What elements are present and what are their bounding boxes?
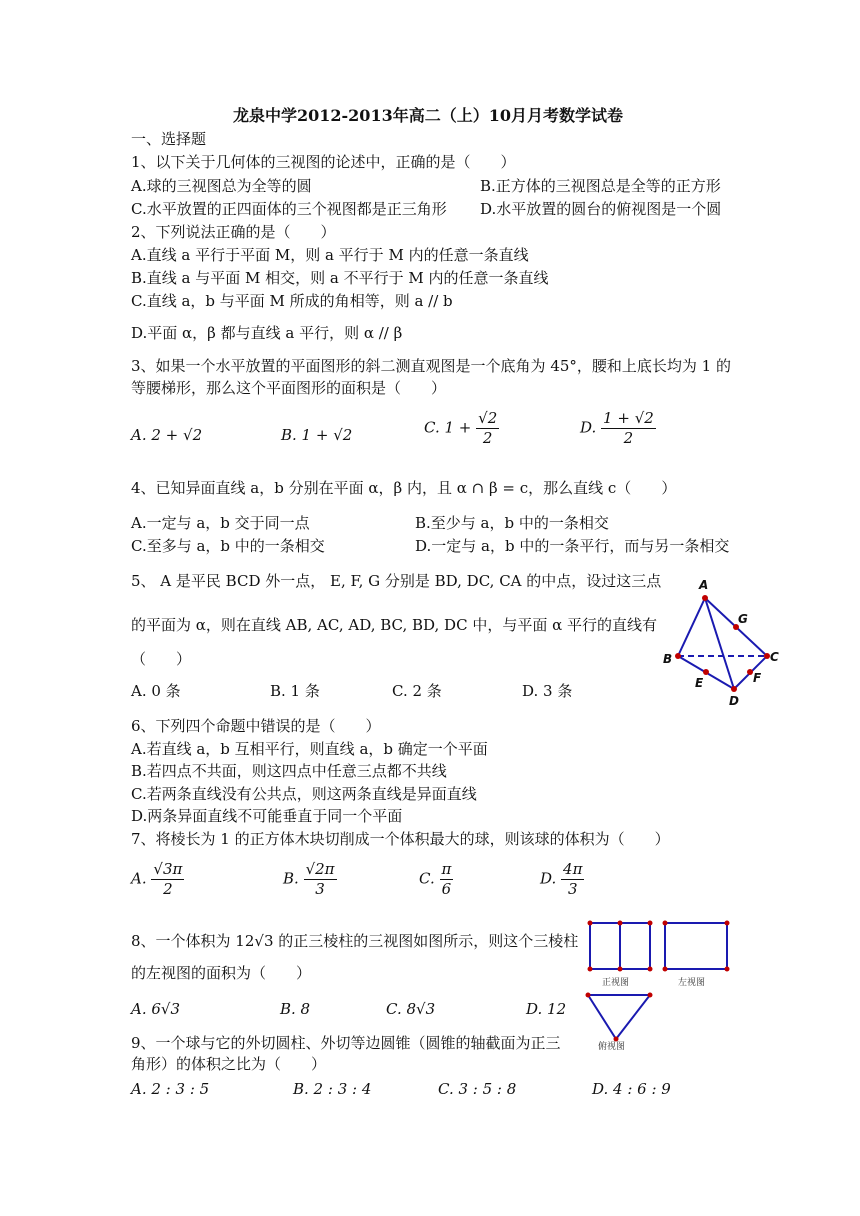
q2-option-c: C.直线 a，b 与平面 M 所成的角相等，则 a // b [131,292,453,310]
q7-option-b-prefix: B. [283,869,299,888]
q7-option-c [419,860,453,899]
q3-option-c-denominator: 2 [482,428,493,447]
left-view-rect [665,923,727,969]
q9-stem-line1: 9、一个球与它的外切圆柱、外切等边圆锥（圆锥的轴截面为正三 [131,1034,561,1052]
label-a: A [699,578,709,592]
q1-option-a: A.球的三视图总为全等的圆 [131,177,312,195]
q3-option-d-prefix: D. [580,418,597,437]
q8-three-view-figure [580,915,740,1055]
q7-option-a-denominator: 2 [163,879,173,898]
section-heading: 一、选择题 [131,130,207,148]
vertex-d-dot [731,686,737,692]
q7-option-c-denominator: 6 [441,879,452,898]
front-view-dot [618,921,623,926]
q9-stem-line2: 角形）的体积之比为（ ） [131,1055,327,1073]
front-view-dot [648,921,653,926]
q3-stem-line1: 3、如果一个水平放置的平面图形的斜二测直观图是一个底角为 45°，腰和上底长均为 1 的 [131,357,731,375]
q6-option-c: C.若两条直线没有公共点，则这两条直线是异面直线 [131,785,477,803]
page-title: 龙泉中学2012-2013年高二（上）10月月考数学试卷 [233,106,623,125]
q5-stem-line3: （ ） [131,650,192,668]
q1-option-b: B.正方体的三视图总是全等的正方形 [480,177,721,195]
q6-option-d: D.两条异面直线不可能垂直于同一个平面 [131,807,403,825]
q7-option-a-prefix: A. [131,869,147,888]
vertex-b-dot [675,653,681,659]
top-view-dot [586,993,591,998]
q2-option-b: B.直线 a 与平面 M 相交，则 a 不平行于 M 内的任意一条直线 [131,269,549,287]
left-view-caption: 左视图 [678,978,706,988]
label-c: C [770,650,779,664]
vertex-a-dot [702,595,708,601]
left-view-dot [663,967,668,972]
q4-option-c: C.至多与 a，b 中的一条相交 [131,537,325,555]
label-d: D [729,694,739,708]
q2-option-a: A.直线 a 平行于平面 M，则 a 平行于 M 内的任意一条直线 [131,246,529,264]
q6-option-a: A.若直线 a，b 互相平行，则直线 a，b 确定一个平面 [131,740,488,758]
q7-option-b [283,860,337,899]
q9-option-b: B. 2 : 3 : 4 [293,1080,372,1098]
q9-option-c: C. 3 : 5 : 8 [438,1080,517,1098]
q8-option-c: C. 8√3 [386,1000,436,1018]
q5-stem-line2: 的平面为 α，则在直线 AB, AC, AD, BC, BD, DC 中，与平面 α 平行的直线有 [131,616,657,634]
q7-option-d [540,860,584,899]
left-view-dot [725,921,730,926]
top-view-caption: 俯视图 [598,1042,626,1052]
front-view-caption: 正视图 [602,978,630,988]
label-b: B [663,652,673,666]
q1-option-c: C.水平放置的正四面体的三个视图都是正三角形 [131,200,447,218]
q7-option-d-denominator: 3 [567,879,578,898]
q7-option-a-numerator: √3π [153,860,183,878]
q2-stem: 2、下列说法正确的是（ ） [131,223,336,241]
q7-option-b-numerator: √2π [305,860,335,878]
q8-stem-line1: 8、一个体积为 12√3 的正三棱柱的三视图如图所示，则这个三棱柱 [131,932,579,950]
q8-stem-line2: 的左视图的面积为（ ） [131,964,312,982]
q1-stem: 1、以下关于几何体的三视图的论述中，正确的是（ ） [131,153,516,171]
q7-option-d-fraction [561,860,584,899]
top-view-triangle [588,995,650,1039]
q7-stem: 7、将棱长为 1 的正方体木块切削成一个体积最大的球，则该球的体积为（ ） [131,830,670,848]
q7-option-d-numerator: 4π [563,860,583,878]
q7-option-b-fraction [304,860,337,899]
q2-option-d: D.平面 α，β 都与直线 a 平行，则 α // β [131,324,403,342]
left-view-dot [725,967,730,972]
q9-option-a: A. 2 : 3 : 5 [131,1080,210,1098]
q4-option-a: A.一定与 a，b 交于同一点 [131,514,310,532]
edge-ab [678,598,705,656]
front-view-dot [618,967,623,972]
q3-option-c-prefix: C. 1 + [424,418,472,437]
q5-stem-line1: 5、 A 是平民 BCD 外一点， E, F, G 分别是 BD, DC, CA 的中点，设过这三点 [131,572,662,590]
label-f: F [753,671,762,685]
q3-option-d-fraction [601,409,656,448]
q5-option-c: C. 2 条 [392,682,442,700]
front-view-dot [588,967,593,972]
q3-stem-line2: 等腰梯形，那么这个平面图形的面积是（ ） [131,379,447,397]
q1-option-d: D.水平放置的圆台的俯视图是一个圆 [480,200,722,218]
q3-option-d [580,409,656,448]
label-e: E [695,676,704,690]
q7-option-d-prefix: D. [540,869,557,888]
q3-option-d-numerator: 1 + √2 [603,409,654,427]
q4-option-b: B.至少与 a，b 中的一条相交 [415,514,609,532]
q5-option-d: D. 3 条 [522,682,573,700]
q3-option-d-denominator: 2 [623,428,634,447]
q7-option-a [131,860,184,899]
q3-option-c-numerator: √2 [478,409,498,427]
q7-option-c-fraction [440,860,454,899]
q7-option-b-denominator: 3 [315,879,325,898]
q6-option-b: B.若四点不共面，则这四点中任意三点都不共线 [131,762,447,780]
q8-option-b: B. 8 [280,1000,311,1018]
front-view-dot [648,967,653,972]
q7-option-c-prefix: C. [419,869,435,888]
q5-tetrahedron-figure [655,575,785,710]
q8-option-a: A. 6√3 [131,1000,181,1018]
q4-option-d: D.一定与 a，b 中的一条平行，而与另一条相交 [415,537,730,555]
q3-option-a: A. 2 + √2 [131,426,203,444]
q6-stem: 6、下列四个命题中错误的是（ ） [131,717,381,735]
q7-option-a-fraction [151,860,184,899]
q5-option-a: A. 0 条 [131,682,181,700]
point-e-dot [703,669,709,675]
q3-option-b: B. 1 + √2 [281,426,353,444]
q5-option-b: B. 1 条 [270,682,320,700]
front-view-dot [588,921,593,926]
q3-option-c [424,409,499,448]
q3-option-c-fraction [476,409,499,448]
top-view-dot [614,1037,619,1042]
left-view-dot [663,921,668,926]
q7-option-c-numerator: π [441,860,452,878]
top-view-dot [648,993,653,998]
label-g: G [738,612,748,626]
q4-stem: 4、已知异面直线 a，b 分别在平面 α，β 内，且 α ∩ β = c，那么直线 c（ ） [131,479,677,497]
q9-option-d: D. 4 : 6 : 9 [592,1080,671,1098]
q8-option-d: D. 12 [526,1000,567,1018]
